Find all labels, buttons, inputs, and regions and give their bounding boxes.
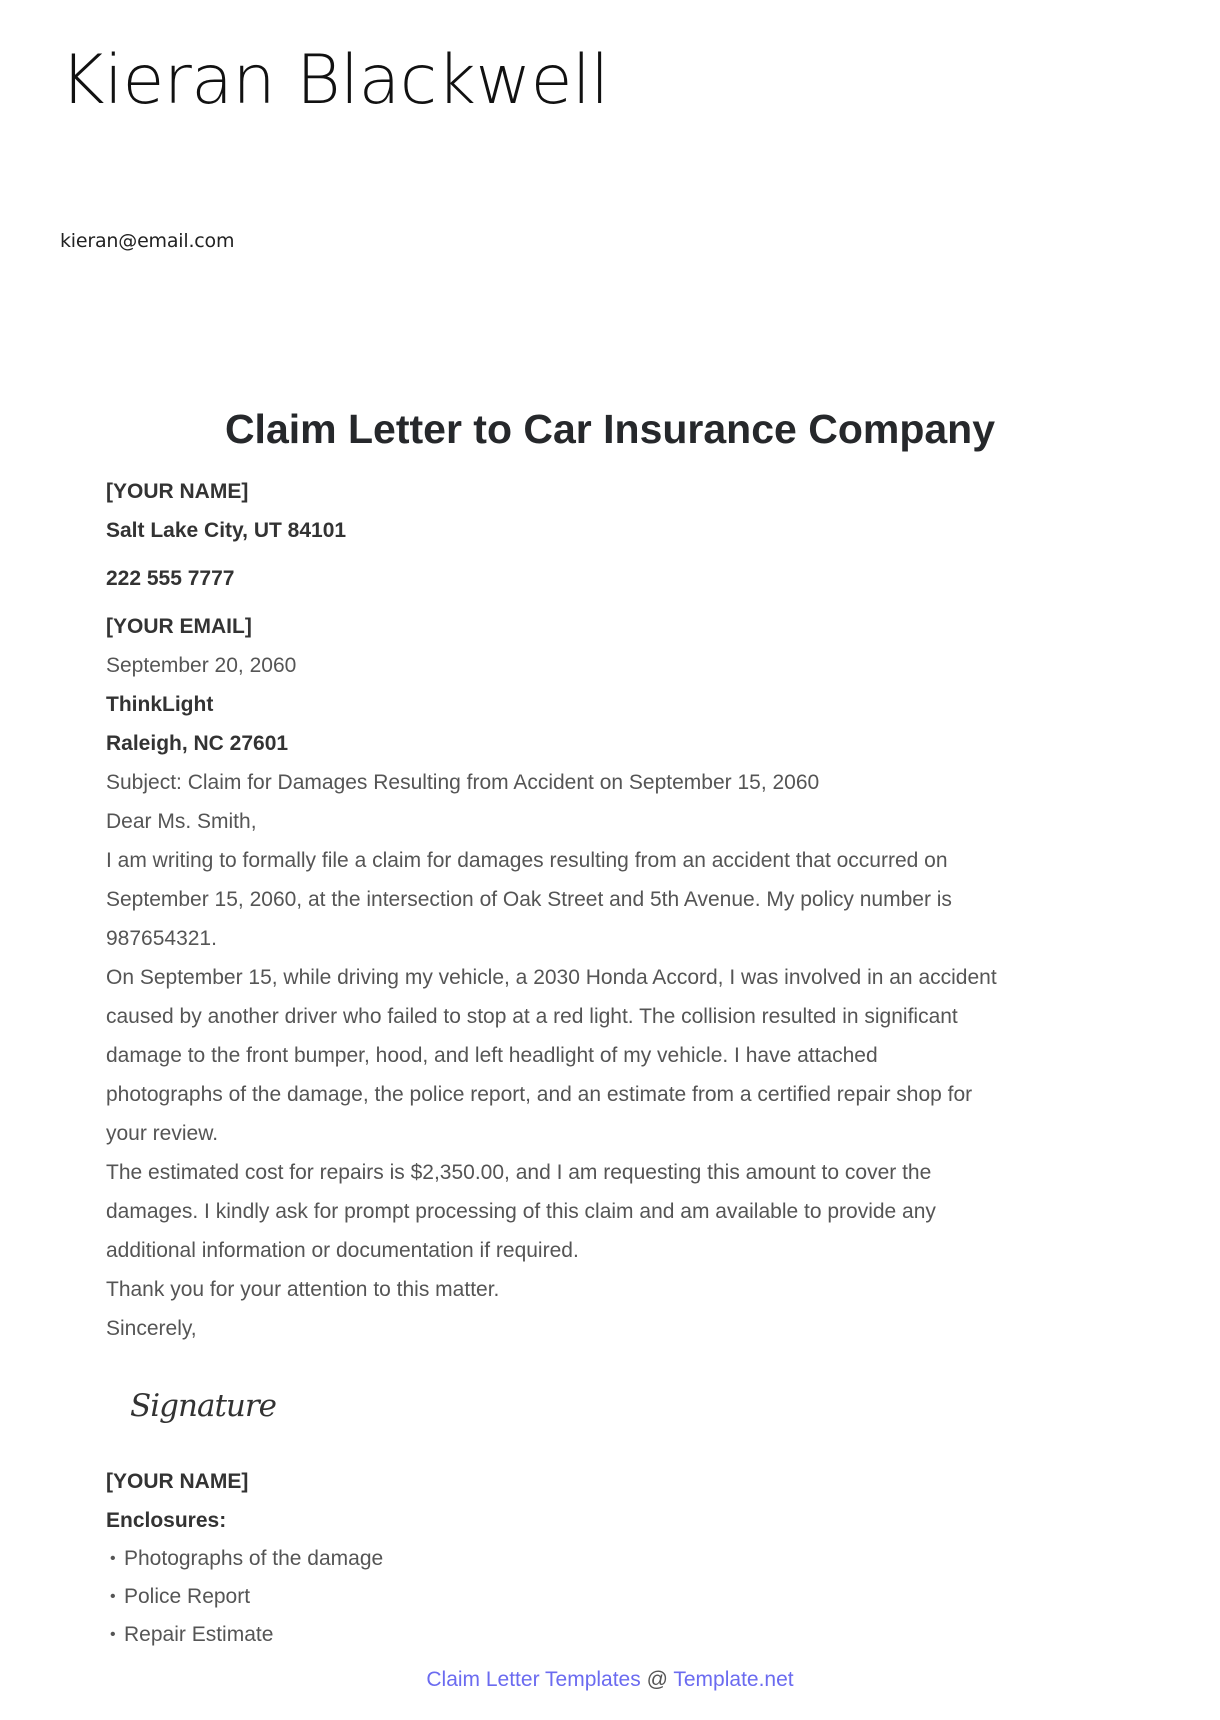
recipient-address: Raleigh, NC 27601 bbox=[106, 732, 289, 755]
bullet-icon: • bbox=[110, 1626, 116, 1643]
at-separator: @ bbox=[646, 1668, 668, 1691]
paragraph-line: 987654321. bbox=[106, 927, 217, 950]
enclosures-label: Enclosures: bbox=[106, 1509, 227, 1532]
sender-address: Salt Lake City, UT 84101 bbox=[106, 519, 347, 542]
paragraph-line: damages. I kindly ask for prompt processing of this claim and am available to provide any bbox=[106, 1200, 936, 1223]
signer-name: [YOUR NAME] bbox=[106, 1470, 249, 1493]
enclosure-item bbox=[106, 1578, 1116, 1616]
paragraph-line: The estimated cost for repairs is $2,350.00, and I am requesting this amount to cover the bbox=[106, 1161, 932, 1184]
paragraph-line: damage to the front bumper, hood, and left headlight of my vehicle. I have attached bbox=[106, 1044, 878, 1067]
enclosure-label: Photographs of the damage bbox=[124, 1547, 384, 1570]
sender-name: [YOUR NAME] bbox=[106, 480, 249, 503]
signature-block bbox=[106, 1462, 1116, 1654]
letter-body bbox=[106, 472, 1116, 1654]
bullet-icon: • bbox=[110, 1550, 116, 1567]
enclosure-label: Repair Estimate bbox=[124, 1623, 274, 1646]
paragraph-line: photographs of the damage, the police report, and an estimate from a certified repair shop for bbox=[106, 1083, 973, 1106]
sender-email: [YOUR EMAIL] bbox=[106, 615, 252, 638]
closing: Sincerely, bbox=[106, 1317, 197, 1340]
subject-line: Subject: Claim for Damages Resulting from Accident on September 15, 2060 bbox=[106, 771, 820, 794]
template-net-link[interactable]: Template.net bbox=[673, 1668, 794, 1691]
salutation: Dear Ms. Smith, bbox=[106, 810, 257, 833]
footer-attribution bbox=[0, 1668, 1220, 1692]
enclosure-item bbox=[106, 1540, 1116, 1578]
enclosures-list bbox=[106, 1540, 1116, 1654]
paragraph-line: your review. bbox=[106, 1122, 219, 1145]
claim-letter-templates-link[interactable]: Claim Letter Templates bbox=[426, 1668, 641, 1691]
paragraph-claim-intro bbox=[106, 841, 1116, 958]
signature-image: Signature bbox=[130, 1388, 277, 1424]
header-email: kieran@email.com bbox=[60, 230, 235, 252]
document-title: Claim Letter to Car Insurance Company bbox=[224, 406, 996, 452]
thanks-line: Thank you for your attention to this matter. bbox=[106, 1278, 500, 1301]
paragraph-accident-details bbox=[106, 958, 1116, 1153]
recipient-company: ThinkLight bbox=[106, 693, 214, 716]
paragraph-repair-cost bbox=[106, 1153, 1116, 1270]
bullet-icon: • bbox=[110, 1588, 116, 1605]
enclosure-item bbox=[106, 1616, 1116, 1654]
sender-phone: 222 555 7777 bbox=[106, 567, 235, 590]
enclosure-label: Police Report bbox=[124, 1585, 251, 1608]
paragraph-line: I am writing to formally file a claim for damages resulting from an accident that occurred on bbox=[106, 849, 948, 872]
paragraph-line: On September 15, while driving my vehicle, a 2030 Honda Accord, I was involved in an accident bbox=[106, 966, 997, 989]
paragraph-line: additional information or documentation if required. bbox=[106, 1239, 579, 1262]
letter-date: September 20, 2060 bbox=[106, 654, 297, 677]
paragraph-line: caused by another driver who failed to stop at a red light. The collision resulted in significant bbox=[106, 1005, 958, 1028]
paragraph-line: September 15, 2060, at the intersection of Oak Street and 5th Avenue. My policy number is bbox=[106, 888, 952, 911]
header-name: Kieran Blackwell bbox=[60, 41, 609, 120]
